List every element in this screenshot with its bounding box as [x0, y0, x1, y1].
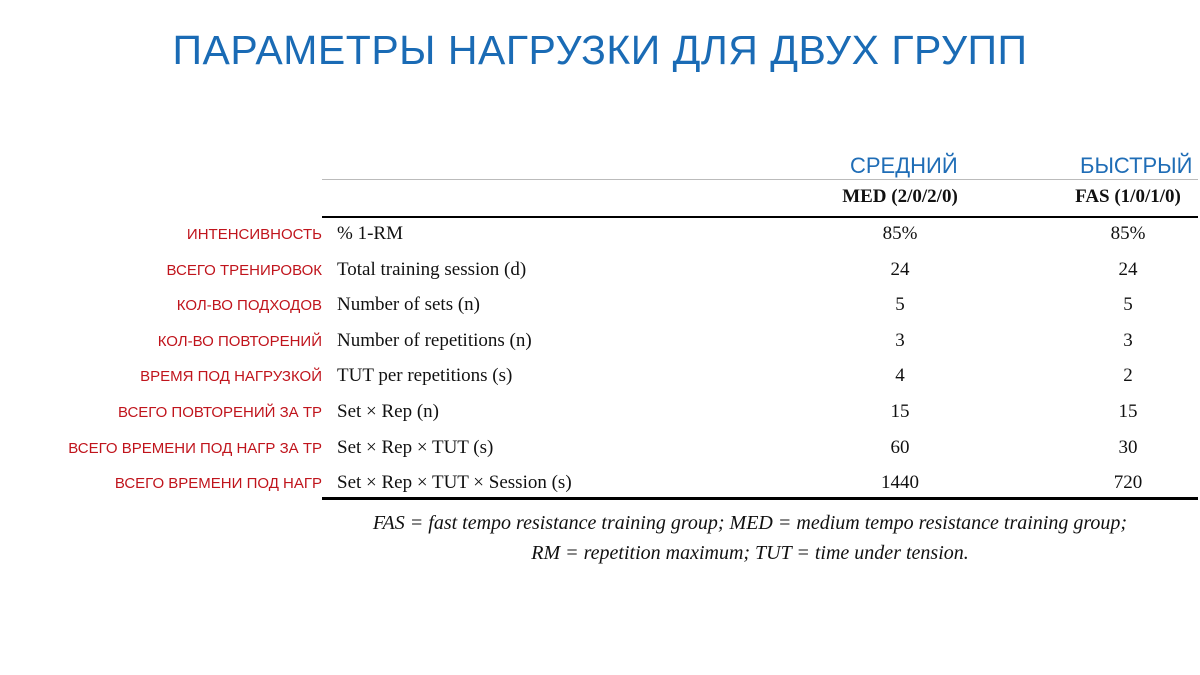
table-top-rule	[322, 179, 1198, 180]
table-row	[0, 396, 1200, 432]
row-value-fas: 15	[1118, 401, 1138, 422]
footnote-line-2: RM = repetition maximum; TUT = time under tension.	[531, 542, 969, 564]
row-value-fas: 3	[1123, 329, 1133, 351]
row-parameter: Total training session (d)	[337, 258, 527, 280]
row-label-ru: КОЛ-ВО ПОДХОДОВ	[176, 297, 322, 315]
row-label-ru: ИНТЕНСИВНОСТЬ	[186, 226, 322, 243]
row-parameter: Set × Rep (n)	[337, 401, 440, 422]
row-value-med: 3	[895, 329, 905, 351]
row-label-ru: ВСЕГО ТРЕНИРОВОК	[166, 261, 322, 279]
column-header-fas: FAS (1/0/1/0)	[1075, 186, 1181, 207]
table-bottom-rule	[322, 497, 1198, 500]
row-value-med: 60	[890, 436, 910, 458]
row-label-ru: ВСЕГО ПОВТОРЕНИЙ ЗА ТР	[117, 404, 322, 421]
row-parameter: TUT per repetitions (s)	[337, 365, 513, 387]
table-row	[0, 289, 1200, 325]
row-parameter: Set × Rep × TUT × Session (s)	[337, 472, 572, 494]
row-label-ru: ВСЕГО ВРЕМЕНИ ПОД НАГР	[114, 475, 322, 493]
row-value-fas: 2	[1123, 365, 1133, 387]
row-value-fas: 5	[1123, 294, 1133, 316]
row-value-fas: 30	[1118, 436, 1138, 458]
table-row	[0, 218, 1200, 254]
row-value-fas: 85%	[1110, 223, 1146, 244]
row-value-fas: 24	[1118, 258, 1138, 280]
row-parameter: % 1-RM	[337, 223, 403, 244]
table-row	[0, 360, 1200, 396]
row-label-ru: ВСЕГО ВРЕМЕНИ ПОД НАГР ЗА ТР	[68, 439, 322, 457]
row-parameter: Number of repetitions (n)	[337, 329, 532, 351]
table-row	[0, 254, 1200, 290]
row-value-fas: 720	[1113, 472, 1143, 494]
row-parameter: Number of sets (n)	[337, 294, 480, 316]
row-value-med: 24	[890, 258, 910, 280]
row-value-med: 15	[890, 401, 910, 422]
row-value-med: 5	[895, 294, 905, 316]
table-row	[0, 325, 1200, 361]
column-header-med: MED (2/0/2/0)	[842, 186, 958, 207]
row-parameter: Set × Rep × TUT (s)	[337, 436, 494, 458]
row-value-med: 1440	[881, 472, 919, 494]
row-label-ru: КОЛ-ВО ПОВТОРЕНИЙ	[157, 332, 322, 350]
footnote-line-1: FAS = fast tempo resistance training group; MED = medium tempo resistance training group;	[372, 512, 1128, 534]
row-value-med: 85%	[882, 223, 918, 244]
group-label-medium: СРЕДНИЙ	[850, 153, 958, 178]
table-footnote	[300, 508, 1200, 568]
row-label-ru: ВРЕМЯ ПОД НАГРУЗКОЙ	[140, 368, 322, 386]
slide-title: ПАРАМЕТРЫ НАГРУЗКИ ДЛЯ ДВУХ ГРУПП	[172, 27, 1028, 73]
table-row	[0, 432, 1200, 468]
group-label-fast: БЫСТРЫЙ	[1080, 153, 1193, 178]
row-value-med: 4	[895, 365, 905, 387]
